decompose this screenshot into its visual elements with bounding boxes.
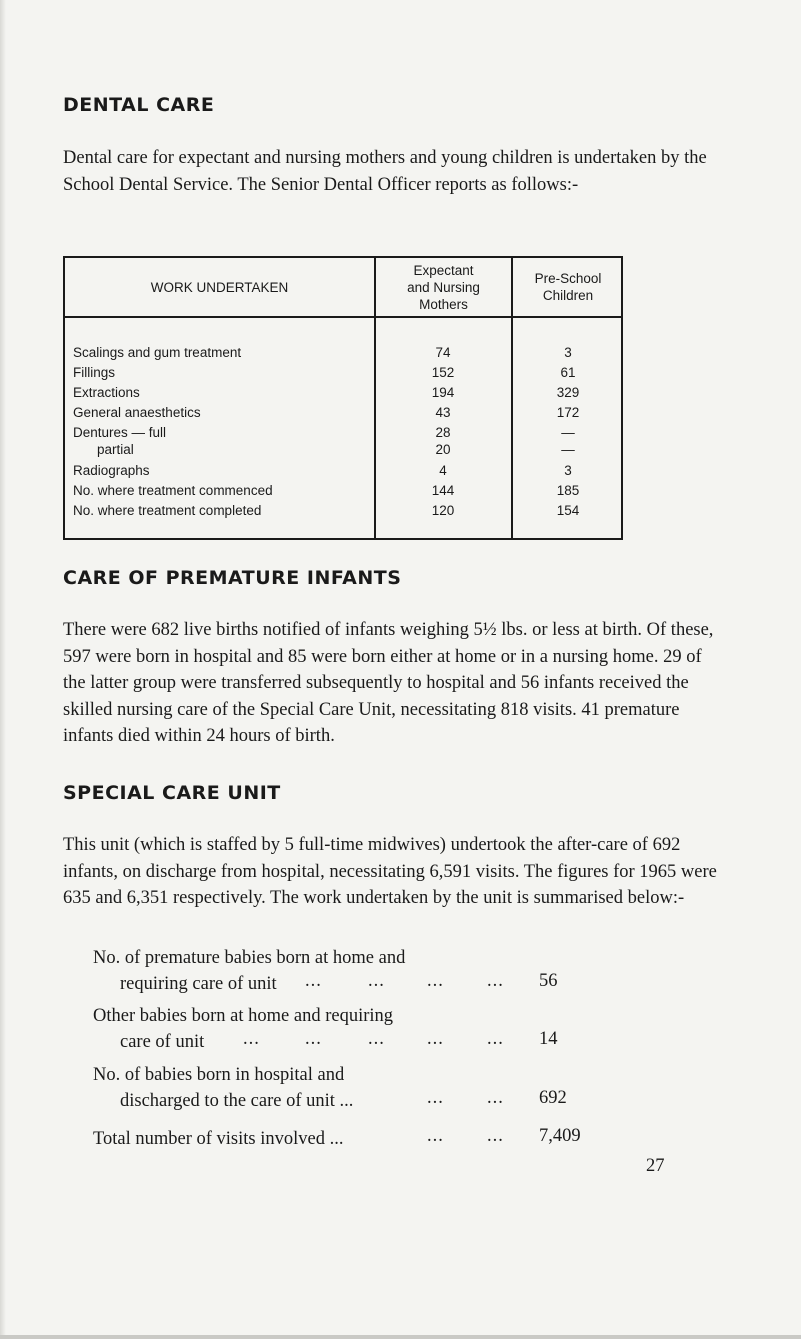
table-row: No. where treatment commenced 144 185 — [73, 483, 580, 498]
leader-dots: ... — [427, 971, 444, 991]
leader-dots: ... — [305, 1029, 322, 1049]
leader-dots: ... — [427, 1088, 444, 1108]
dental-care-heading: DENTAL CARE — [63, 94, 215, 116]
dental-care-paragraph: Dental care for expectant and nursing mothers and young children is undertaken by the School Dental Service. The Senior Dental Officer reports as follows:- — [63, 148, 707, 195]
leader-dots: ... — [487, 1088, 504, 1108]
table-row: Extractions 194 329 — [73, 385, 580, 400]
leader-dots: ... — [487, 1126, 504, 1146]
special-care-unit-paragraph: This unit (which is staffed by 5 full-time midwives) undertook the after-care of 692 infants, on discharge from hospital, necessitating 6,591 visits. The figures for 1965 were 635 and 6,351 respectively. The work undertaken by the unit is summarised below:- — [63, 835, 717, 908]
leader-dots: ... — [427, 1029, 444, 1049]
leader-dots: ... — [305, 971, 322, 991]
leader-dots: ... — [368, 971, 385, 991]
table-row: Dentures — full 28 — — [73, 425, 575, 440]
summary-value: 692 — [539, 1088, 567, 1108]
table-header-work: WORK UNDERTAKEN — [150, 279, 289, 295]
page-edge-shadow — [0, 0, 6, 1339]
scan-bottom-edge — [0, 1335, 801, 1339]
page-number: 27 — [646, 1156, 665, 1176]
table-header-children: Pre-School Children — [534, 271, 602, 303]
list-item: No. of premature babies born at home and requiring care of unit — [93, 948, 406, 994]
list-item: Other babies born at home and requiring care of unit — [93, 1006, 394, 1052]
summary-value: 56 — [539, 971, 558, 991]
special-care-unit-heading: SPECIAL CARE UNIT — [63, 782, 281, 804]
leader-dots: ... — [487, 971, 504, 991]
table-row: General anaesthetics 43 172 — [73, 405, 580, 420]
total-visits-row: Total number of visits involved ... — [93, 1129, 344, 1149]
table-row: Radiographs 4 3 — [73, 463, 572, 478]
dental-work-table — [63, 256, 623, 540]
leader-dots: ... — [427, 1126, 444, 1146]
table-header-rule — [65, 316, 621, 318]
summary-value: 14 — [539, 1029, 558, 1049]
leader-dots: ... — [243, 1029, 260, 1049]
table-row: Scalings and gum treatment 74 3 — [73, 345, 572, 360]
table-row: Fillings 152 61 — [73, 365, 576, 380]
premature-infants-paragraph: There were 682 live births notified of infants weighing 5½ lbs. or less at birth. Of these, 597 were born in hospital and 85 were born either at home or in a nursing home. 29 of the latter group were transferred subsequently to hospital and 56 infants received the skilled nursing care of the Special Care Unit, necessitating 818 visits. 41 premature infants died within 24 hours of birth. — [63, 620, 714, 746]
table-header-mothers: Expectant and Nursing Mothers — [407, 262, 480, 312]
list-item: No. of babies born in hospital and discharged to the care of unit ... — [93, 1065, 354, 1111]
leader-dots: ... — [487, 1029, 504, 1049]
leader-dots: ... — [368, 1029, 385, 1049]
table-row: partial 20 — — [97, 442, 575, 457]
total-visits-value: 7,409 — [539, 1126, 581, 1146]
premature-infants-heading: CARE OF PREMATURE INFANTS — [63, 567, 402, 589]
table-row: No. where treatment completed 120 154 — [73, 503, 580, 518]
